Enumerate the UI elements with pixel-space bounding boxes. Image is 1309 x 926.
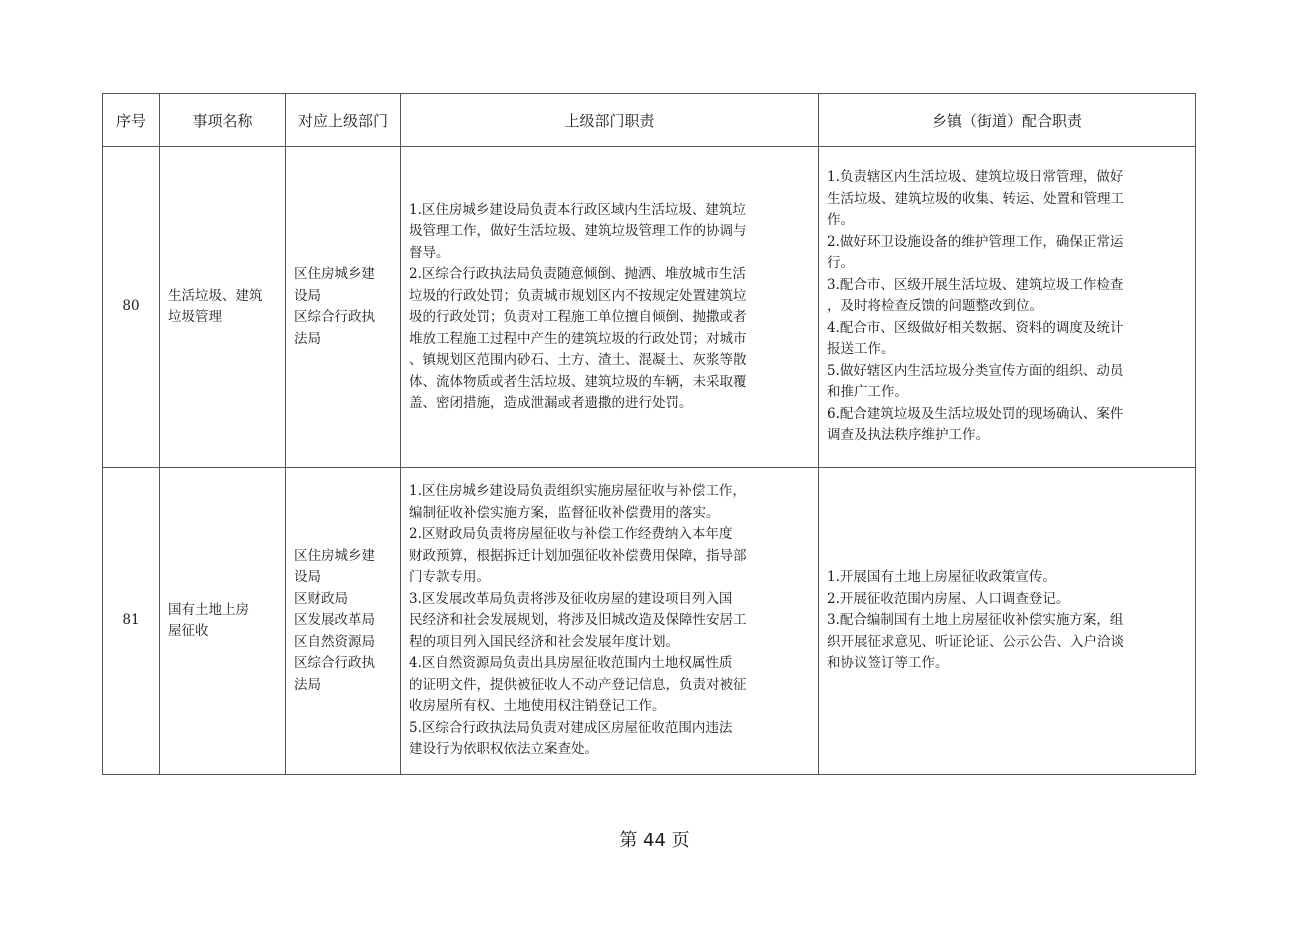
responsibility-table — [102, 93, 1196, 775]
table-header-row — [103, 94, 1196, 147]
text-line: 和协议签订等工作。 — [827, 655, 949, 672]
table-row — [103, 147, 1196, 468]
text-line: 报送工作。 — [827, 341, 895, 358]
header-superior-duties: 上级部门职责 — [401, 94, 819, 147]
text-line: 区住房城乡建 — [294, 266, 375, 282]
text-line: 门专款专用。 — [409, 569, 490, 586]
header-serial: 序号 — [103, 94, 160, 147]
text-line: ，及时将检查反馈的问题整改到位。 — [827, 298, 1043, 315]
text-line: 2.开展征收范围内房屋、人口调查登记。 — [827, 590, 1070, 607]
text-line: 和推广工作。 — [827, 384, 908, 401]
superior-depts — [286, 468, 401, 775]
text-line: 圾管理工作，做好生活垃圾、建筑垃圾管理工作的协调与 — [409, 223, 747, 239]
text-line: 1.区住房城乡建设局负责组织实施房屋征收与补偿工作， — [409, 483, 746, 500]
text-line: 督导。 — [409, 244, 450, 261]
text-line: 调查及执法秩序维护工作。 — [827, 427, 989, 444]
serial-number: 80 — [103, 147, 160, 468]
text-line: 1.开展国有土地上房屋征收政策宣传。 — [827, 569, 1056, 586]
text-line: 生活垃圾、建筑垃圾的收集、转运、处置和管理工 — [827, 190, 1124, 207]
text-line: 作。 — [827, 212, 854, 229]
text-line: 行。 — [827, 255, 854, 272]
header-superior-dept: 对应上级部门 — [286, 94, 401, 147]
text-line: 设局 — [294, 569, 321, 586]
township-duties — [819, 468, 1196, 775]
text-line: 法局 — [294, 676, 321, 693]
text-line: 国有土地上房 — [168, 601, 249, 618]
text-line: 屋征收 — [168, 623, 209, 639]
serial-number: 81 — [103, 468, 160, 775]
text-line: 民经济和社会发展规划，将涉及旧城改造及保障性安居工 — [409, 612, 747, 629]
text-line: 法局 — [294, 330, 321, 347]
text-line: 程的项目列入国民经济和社会发展年度计划。 — [409, 633, 679, 650]
text-line: 区发展改革局 — [294, 612, 375, 629]
text-line: 5.做好辖区内生活垃圾分类宣传方面的组织、动员 — [827, 362, 1124, 379]
text-line: 圾的行政处罚；负责对工程施工单位擅自倾倒、抛撒或者 — [409, 309, 747, 325]
text-line: 织开展征求意见、听证论证、公示公告、入户洽谈 — [827, 633, 1124, 650]
text-line: 建设行为依职权依法立案查处。 — [409, 741, 598, 758]
text-line: 体、流体物质或者生活垃圾、建筑垃圾的车辆，未采取覆 — [409, 373, 747, 390]
text-line: 2.区财政局负责将房屋征收与补偿工作经费纳入本年度 — [409, 526, 733, 543]
superior-duties — [401, 147, 819, 468]
text-line: 垃圾管理 — [168, 309, 222, 325]
text-line: 堆放工程施工过程中产生的建筑垃圾的行政处罚；对城市 — [409, 330, 747, 347]
text-line: 垃圾的行政处罚；负责城市规划区内不按规定处置建筑垃 — [409, 287, 747, 304]
text-line: 区住房城乡建 — [294, 547, 375, 564]
text-line: 1.负责辖区内生活垃圾、建筑垃圾日常管理，做好 — [827, 169, 1124, 186]
text-line: 区综合行政执 — [294, 309, 375, 325]
header-item-name: 事项名称 — [160, 94, 286, 147]
text-line: 3.区发展改革局负责将涉及征收房屋的建设项目列入国 — [409, 590, 733, 607]
text-line: 5.区综合行政执法局负责对建成区房屋征收范围内违法 — [409, 719, 733, 736]
text-line: 2.区综合行政执法局负责随意倾倒、抛洒、堆放城市生活 — [409, 266, 746, 282]
text-line: 3.配合编制国有土地上房屋征收补偿实施方案，组 — [827, 612, 1124, 629]
text-line: 4.区自然资源局负责出具房屋征收范围内土地权属性质 — [409, 655, 733, 672]
text-line: 区财政局 — [294, 590, 348, 607]
item-name — [160, 468, 286, 775]
text-line: 2.做好环卫设施设备的维护管理工作，确保正常运 — [827, 233, 1124, 250]
text-line: 6.配合建筑垃圾及生活垃圾处罚的现场确认、案件 — [827, 405, 1124, 422]
item-name — [160, 147, 286, 468]
superior-depts — [286, 147, 401, 468]
text-line: 1.区住房城乡建设局负责本行政区域内生活垃圾、建筑垃 — [409, 201, 746, 218]
text-line: 、镇规划区范围内砂石、土方、渣土、混凝土、灰浆等散 — [409, 352, 747, 368]
superior-duties — [401, 468, 819, 775]
text-line: 4.配合市、区级做好相关数据、资料的调度及统计 — [827, 319, 1124, 336]
header-township-duties: 乡镇（街道）配合职责 — [819, 94, 1196, 147]
text-line: 财政预算，根据拆迁计划加强征收补偿费用保障，指导部 — [409, 547, 747, 564]
text-line: 的证明文件，提供被征收人不动产登记信息，负责对被征 — [409, 676, 747, 693]
page-number: 第 44 页 — [619, 830, 690, 851]
text-line: 收房屋所有权、土地使用权注销登记工作。 — [409, 698, 666, 715]
text-line: 生活垃圾、建筑 — [168, 287, 263, 304]
table-row — [103, 468, 1196, 775]
text-line: 区自然资源局 — [294, 633, 375, 650]
text-line: 设局 — [294, 287, 321, 304]
text-line: 3.配合市、区级开展生活垃圾、建筑垃圾工作检查 — [827, 276, 1124, 293]
township-duties — [819, 147, 1196, 468]
text-line: 盖、密闭措施，造成泄漏或者遗撒的进行处罚。 — [409, 395, 693, 411]
text-line: 编制征收补偿实施方案，监督征收补偿费用的落实。 — [409, 504, 720, 521]
text-line: 区综合行政执 — [294, 655, 375, 672]
